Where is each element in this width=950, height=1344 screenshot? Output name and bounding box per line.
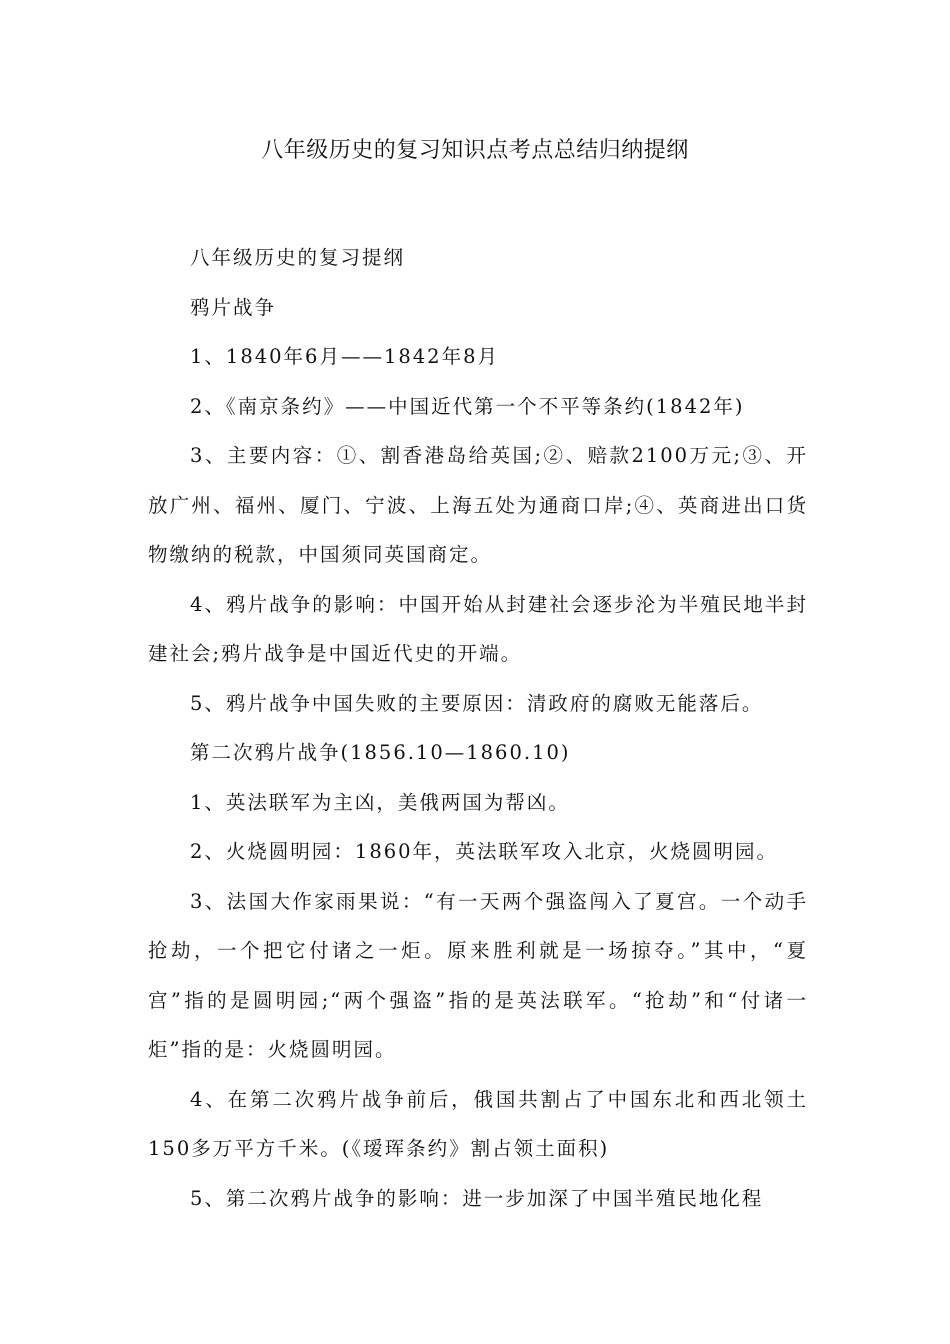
paragraph-heading-opium-war: 鸦片战争 <box>190 295 277 319</box>
paragraph: 4、在第二次鸦片战争前后，俄国共割占了中国东北和西北领土150多万平方千米。(《瑷珲条约》割占领土面积) <box>148 1087 808 1160</box>
paragraph: 4、鸦片战争的影响：中国开始从封建社会逐步沦为半殖民地半封建社会;鸦片战争是中国近代史的开端。 <box>148 592 808 665</box>
paragraph: 5、鸦片战争中国失败的主要原因：清政府的腐败无能落后。 <box>190 691 764 715</box>
paragraph: 1、英法联军为主凶，美俄两国为帮凶。 <box>190 790 570 814</box>
paragraph: 5、第二次鸦片战争的影响：进一步加深了中国半殖民地化程 <box>190 1186 764 1210</box>
paragraph: 1、1840年6月——1842年8月 <box>190 345 499 368</box>
paragraph: 3、法国大作家雨果说：“有一天两个强盗闯入了夏宫。一个动手抢劫，一个把它付诸之一炬。原来胜利就是一场掠夺。”其中，“夏宫”指的是圆明园;“两个强盗”指的是英法联军。“抢劫”和“付诸一炬”指的是：火烧圆明园。 <box>148 889 808 1061</box>
document-title: 八年级历史的复习知识点考点总结归纳提纲 <box>261 138 689 163</box>
document-body <box>148 233 808 1223</box>
paragraph: 3、主要内容：①、割香港岛给英国;②、赔款2100万元;③、开放广州、福州、厦门、宁波、上海五处为通商口岸;④、英商进出口货物缴纳的税款，中国须同英国商定。 <box>148 444 808 566</box>
paragraph: 2、火烧圆明园：1860年，英法联军攻入北京，火烧圆明园。 <box>190 840 779 863</box>
paragraph: 2、《南京条约》——中国近代第一个不平等条约(1842年) <box>190 394 745 418</box>
paragraph-subtitle: 八年级历史的复习提纲 <box>190 246 406 269</box>
paragraph-heading-second-opium-war: 第二次鸦片战争(1856.10—1860.10) <box>190 741 571 764</box>
